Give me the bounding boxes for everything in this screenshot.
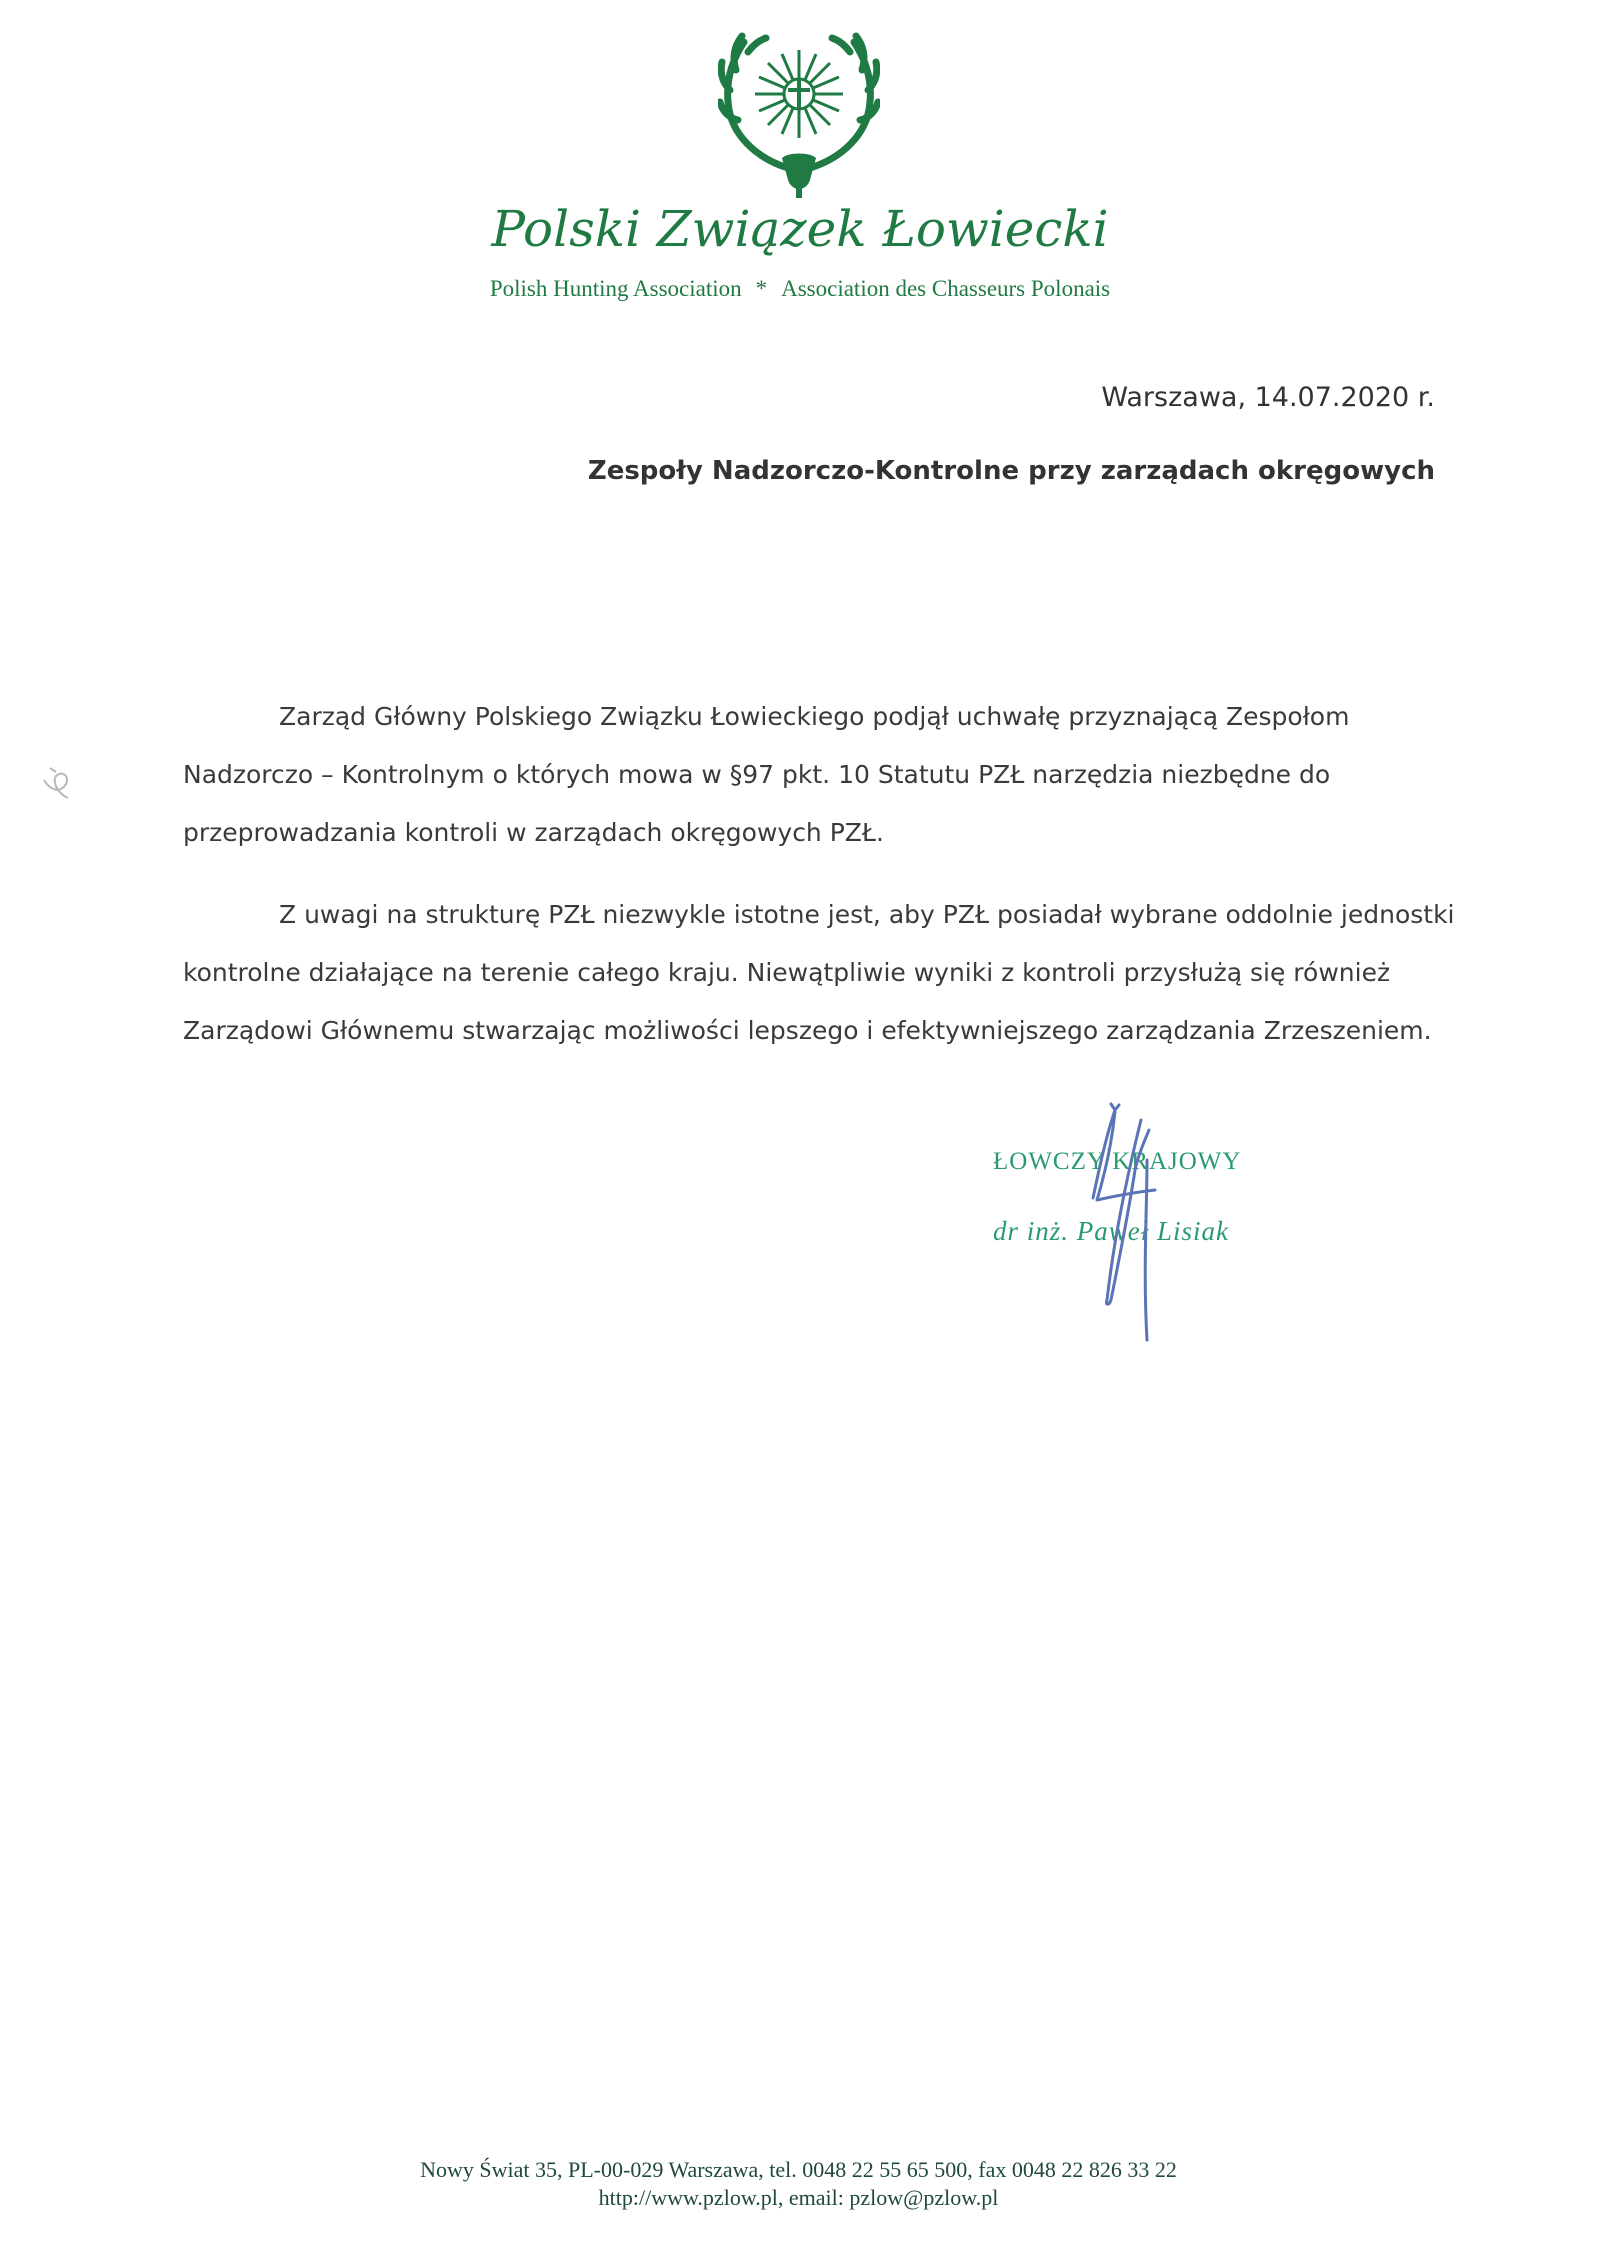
margin-scribble <box>40 760 76 810</box>
organization-name-fr: Association des Chasseurs Polonais <box>781 276 1111 301</box>
paragraph-line: Nadzorczo – Kontrolnym o których mowa w §97 pkt. 10 Statutu PZŁ narzędzia niezbędne do <box>183 760 1331 789</box>
footer-contact: http://www.pzlow.pl, email: pzlow@pzlow.pl <box>598 2185 999 2210</box>
subtitle-separator: * <box>755 276 768 301</box>
footer-address: Nowy Świat 35, PL-00-029 Warszawa, tel. 0048 22 55 65 500, fax 0048 22 826 33 22 <box>420 2157 1177 2182</box>
body-paragraph-1 <box>183 688 1443 862</box>
organization-subtitle <box>300 276 1300 302</box>
paragraph-line: przeprowadzania kontroli w zarządach okręgowych PZŁ. <box>183 818 884 847</box>
handwritten-signature <box>1085 1100 1175 1350</box>
paragraph-line: Zarząd Główny Polskiego Związku Łowieckiego podjął uchwałę przyznającą Zespołom <box>279 702 1350 731</box>
letter-footer <box>200 2156 1397 2212</box>
body-paragraph-2 <box>183 886 1455 1060</box>
signatory-name: dr inż. Paweł Lisiak <box>993 1216 1230 1246</box>
paragraph-line: Zarządowi Głównemu stwarzając możliwości lepszego i efektywniejszego zarządzania Zrzeszeniem. <box>183 1016 1432 1045</box>
paragraph-line: kontrolne działające na terenie całego kraju. Niewątpliwie wyniki z kontroli przysłużą się również <box>183 958 1391 987</box>
paragraph-line: Z uwagi na strukturę PZŁ niezwykle istotne jest, aby PZŁ posiadał wybrane oddolnie jednostki <box>279 900 1455 929</box>
letter-date: Warszawa, 14.07.2020 r. <box>1101 382 1435 413</box>
deer-antlers-cross-emblem-icon <box>718 30 880 200</box>
letter-subject: Zespoły Nadzorczo-Kontrolne przy zarządach okręgowych <box>587 456 1435 486</box>
organization-name: Polski Związek Łowiecki <box>491 200 1109 258</box>
organization-name-en: Polish Hunting Association <box>489 276 742 301</box>
signatory-title: ŁOWCZY KRAJOWY <box>993 1148 1242 1175</box>
